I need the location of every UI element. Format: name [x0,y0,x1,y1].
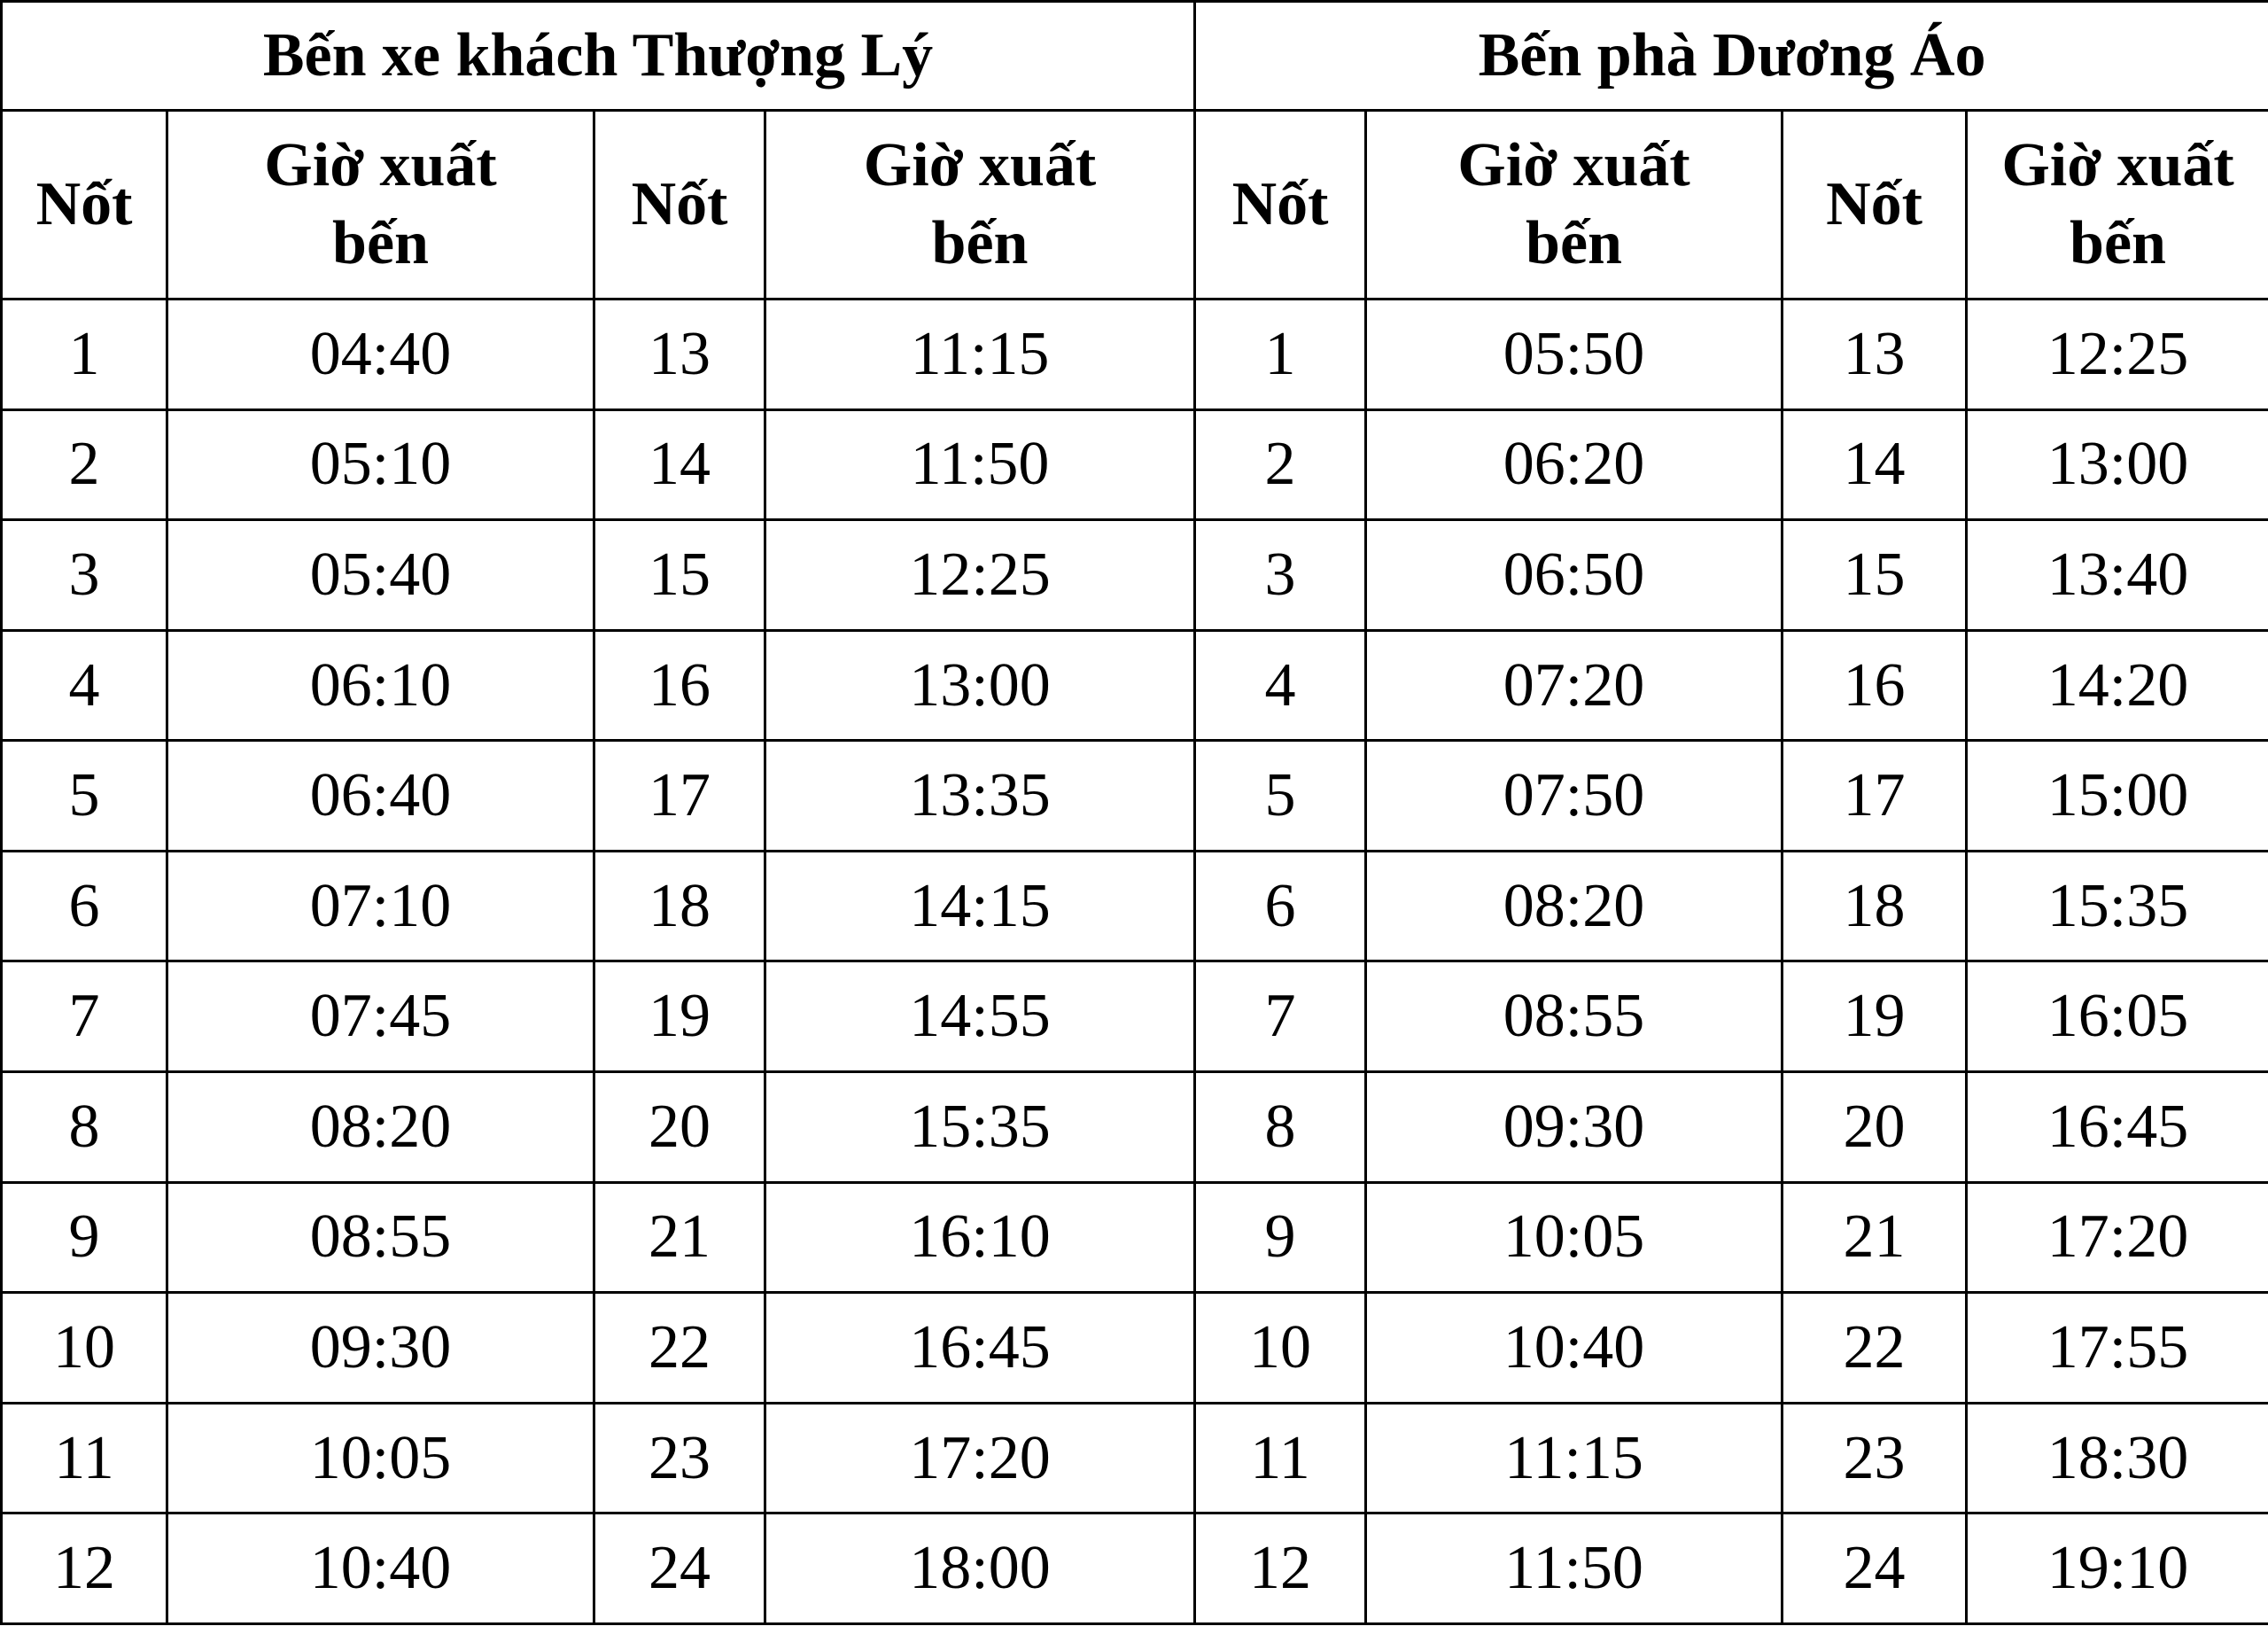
trip-number-cell: 10 [2,1293,167,1404]
trip-number-cell: 5 [1195,741,1366,852]
table-row [2,961,2268,1072]
departure-time-cell: 16:45 [1967,1072,2268,1183]
departure-time-cell: 17:20 [1967,1182,2268,1293]
departure-time-cell: 10:05 [1366,1182,1783,1293]
departure-time-cell: 14:55 [765,961,1195,1072]
trip-number-cell: 24 [594,1513,765,1624]
trip-number-cell: 12 [2,1513,167,1624]
departure-time-cell: 16:05 [1967,961,2268,1072]
departure-time-cell: 11:15 [765,300,1195,410]
trip-number-cell: 1 [2,300,167,410]
trip-number-cell: 18 [594,851,765,961]
departure-time-cell: 13:00 [1967,409,2268,520]
col-header-time: Giờ xuất bến [765,111,1195,300]
col-header-time: Giờ xuất bến [167,111,594,300]
col-header-not: Nốt [1783,111,1967,300]
departure-time-cell: 06:40 [167,741,594,852]
departure-time-cell: 10:05 [167,1403,594,1513]
trip-number-cell: 16 [1783,630,1967,741]
station-header-row [2,2,2268,111]
trip-number-cell: 14 [1783,409,1967,520]
station-title-duong-ao: Bến phà Dương Áo [1195,2,2268,111]
table-row [2,741,2268,852]
trip-number-cell: 7 [2,961,167,1072]
departure-time-cell: 08:55 [1366,961,1783,1072]
col-header-time: Giờ xuất bến [1366,111,1783,300]
table-row [2,851,2268,961]
departure-time-cell: 05:40 [167,520,594,631]
departure-time-cell: 06:10 [167,630,594,741]
trip-number-cell: 24 [1783,1513,1967,1624]
trip-number-cell: 4 [2,630,167,741]
table-row [2,1513,2268,1624]
trip-number-cell: 6 [2,851,167,961]
col-header-time: Giờ xuất bến [1967,111,2268,300]
departure-time-cell: 13:40 [1967,520,2268,631]
table-row [2,1403,2268,1513]
trip-number-cell: 21 [594,1182,765,1293]
trip-number-cell: 22 [1783,1293,1967,1404]
departure-time-cell: 17:55 [1967,1293,2268,1404]
departure-time-cell: 07:50 [1366,741,1783,852]
trip-number-cell: 5 [2,741,167,852]
departure-time-cell: 08:20 [167,1072,594,1183]
trip-number-cell: 20 [1783,1072,1967,1183]
trip-number-cell: 23 [594,1403,765,1513]
trip-number-cell: 11 [2,1403,167,1513]
departure-time-cell: 15:35 [1967,851,2268,961]
trip-number-cell: 8 [1195,1072,1366,1183]
departure-time-cell: 10:40 [167,1513,594,1624]
column-header-row [2,111,2268,300]
departure-time-cell: 13:00 [765,630,1195,741]
departure-time-cell: 11:50 [765,409,1195,520]
table-row [2,1072,2268,1183]
departure-time-cell: 06:50 [1366,520,1783,631]
trip-number-cell: 9 [2,1182,167,1293]
departure-time-cell: 07:20 [1366,630,1783,741]
departure-time-cell: 14:20 [1967,630,2268,741]
departure-time-cell: 04:40 [167,300,594,410]
trip-number-cell: 14 [594,409,765,520]
departure-time-cell: 14:15 [765,851,1195,961]
departure-time-cell: 10:40 [1366,1293,1783,1404]
departure-time-cell: 15:35 [765,1072,1195,1183]
table-row [2,630,2268,741]
col-header-not: Nốt [1195,111,1366,300]
col-header-not: Nốt [594,111,765,300]
trip-number-cell: 11 [1195,1403,1366,1513]
trip-number-cell: 18 [1783,851,1967,961]
departure-time-cell: 19:10 [1967,1513,2268,1624]
trip-number-cell: 6 [1195,851,1366,961]
departure-time-cell: 09:30 [1366,1072,1783,1183]
trip-number-cell: 13 [594,300,765,410]
trip-number-cell: 16 [594,630,765,741]
trip-number-cell: 7 [1195,961,1366,1072]
col-header-not: Nốt [2,111,167,300]
trip-number-cell: 9 [1195,1182,1366,1293]
table-row [2,520,2268,631]
departure-time-cell: 07:10 [167,851,594,961]
trip-number-cell: 8 [2,1072,167,1183]
trip-number-cell: 17 [594,741,765,852]
table-row [2,409,2268,520]
departure-time-cell: 16:10 [765,1182,1195,1293]
departure-time-cell: 05:10 [167,409,594,520]
departure-time-cell: 13:35 [765,741,1195,852]
departure-time-cell: 18:00 [765,1513,1195,1624]
trip-number-cell: 1 [1195,300,1366,410]
departure-time-cell: 05:50 [1366,300,1783,410]
trip-number-cell: 4 [1195,630,1366,741]
trip-number-cell: 10 [1195,1293,1366,1404]
trip-number-cell: 13 [1783,300,1967,410]
station-title-thuong-ly: Bến xe khách Thượng Lý [2,2,1195,111]
trip-number-cell: 20 [594,1072,765,1183]
trip-number-cell: 19 [1783,961,1967,1072]
table-row [2,300,2268,410]
trip-number-cell: 19 [594,961,765,1072]
trip-number-cell: 21 [1783,1182,1967,1293]
trip-number-cell: 15 [1783,520,1967,631]
table-row [2,1293,2268,1404]
departure-time-cell: 11:50 [1366,1513,1783,1624]
trip-number-cell: 3 [1195,520,1366,631]
trip-number-cell: 22 [594,1293,765,1404]
trip-number-cell: 17 [1783,741,1967,852]
departure-time-cell: 16:45 [765,1293,1195,1404]
trip-number-cell: 2 [2,409,167,520]
departure-time-cell: 17:20 [765,1403,1195,1513]
departure-time-cell: 06:20 [1366,409,1783,520]
departure-time-cell: 12:25 [1967,300,2268,410]
trip-number-cell: 12 [1195,1513,1366,1624]
departure-time-cell: 11:15 [1366,1403,1783,1513]
trip-number-cell: 3 [2,520,167,631]
departure-time-cell: 08:55 [167,1182,594,1293]
trip-number-cell: 23 [1783,1403,1967,1513]
departure-time-cell: 08:20 [1366,851,1783,961]
departure-time-cell: 15:00 [1967,741,2268,852]
departure-time-cell: 12:25 [765,520,1195,631]
trip-number-cell: 2 [1195,409,1366,520]
table-row [2,1182,2268,1293]
trip-number-cell: 15 [594,520,765,631]
departure-time-cell: 18:30 [1967,1403,2268,1513]
departure-time-cell: 07:45 [167,961,594,1072]
schedule-body [2,300,2268,1624]
departure-time-cell: 09:30 [167,1293,594,1404]
